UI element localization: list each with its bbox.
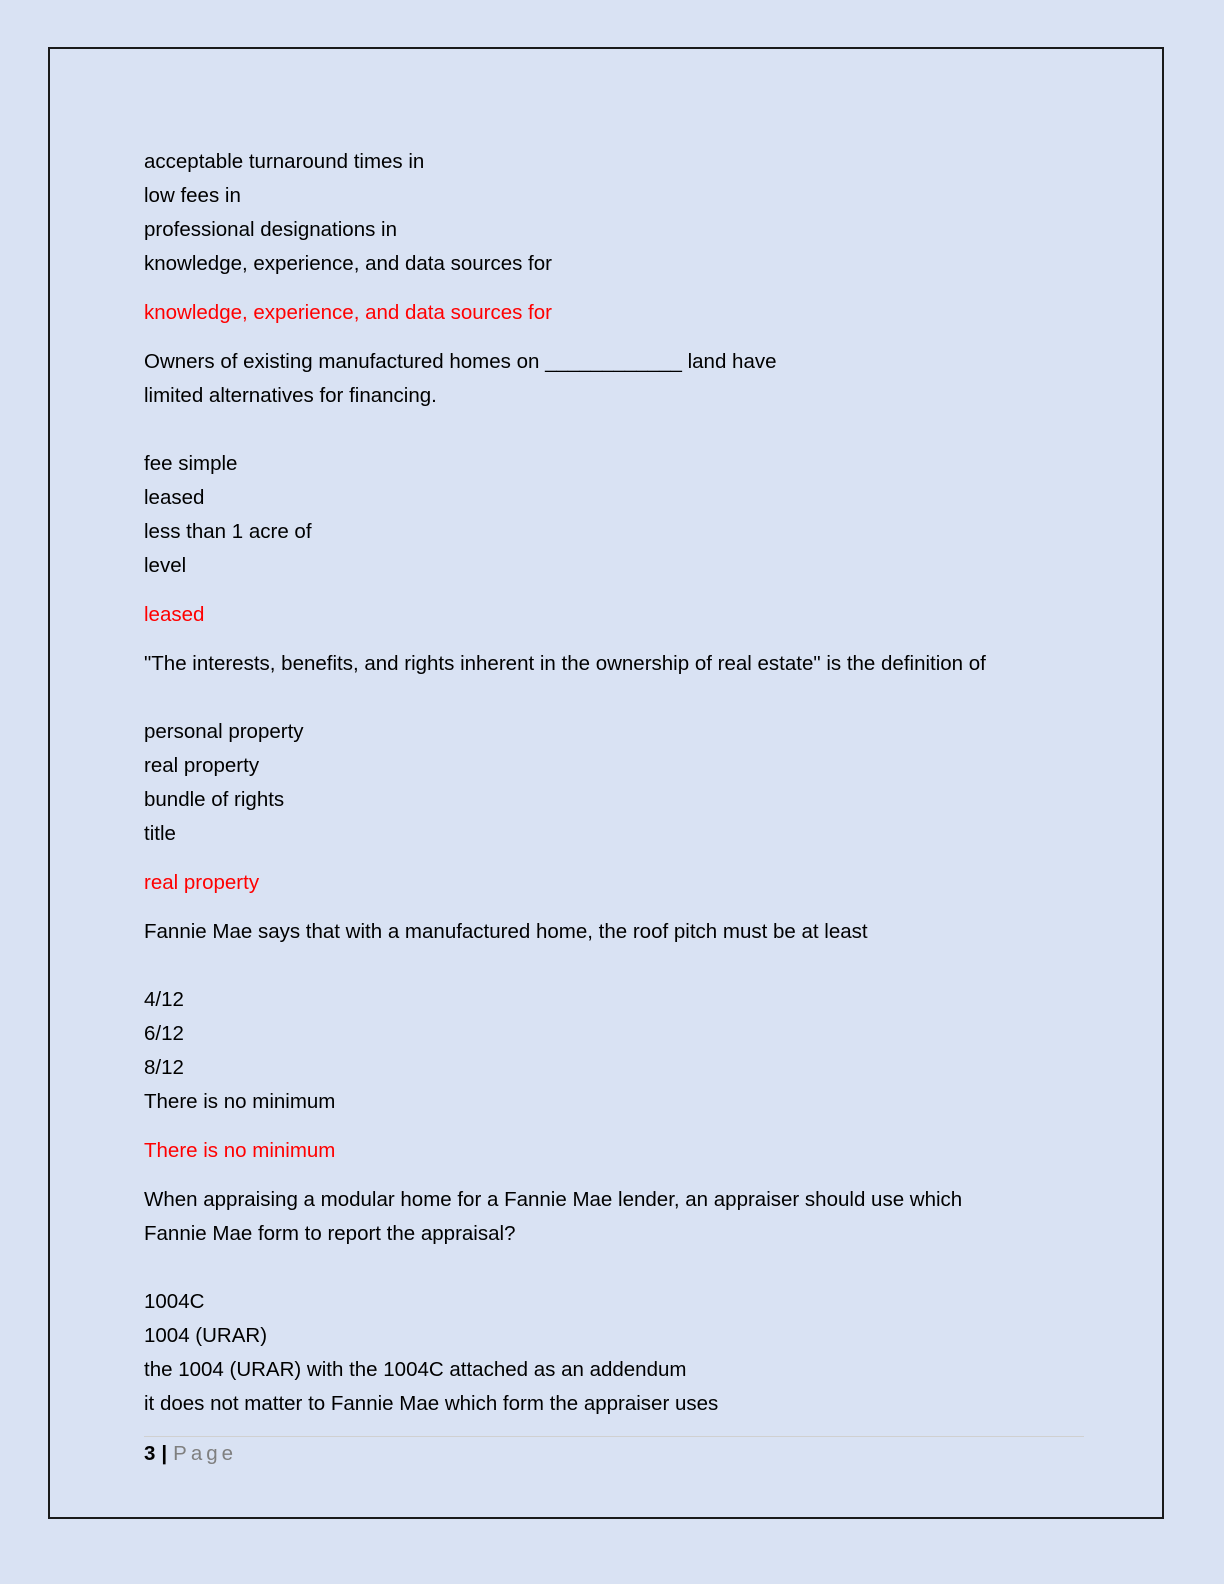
option-item: less than 1 acre of [144, 520, 312, 543]
option-item: 1004C [144, 1290, 205, 1313]
option-item: bundle of rights [144, 788, 285, 811]
option-item: 4/12 [144, 988, 184, 1011]
option-item: title [144, 822, 176, 845]
option-item: level [144, 554, 187, 577]
page-footer [144, 1440, 237, 1468]
option-item: the 1004 (URAR) with the 1004C attached as an addendum [144, 1358, 687, 1381]
option-item: 6/12 [144, 1022, 184, 1045]
question-block-3 [144, 647, 1084, 900]
answer-text: leased [144, 603, 205, 626]
option-item: 8/12 [144, 1056, 184, 1079]
option-item: 1004 (URAR) [144, 1324, 268, 1347]
question-block-4 [144, 915, 1084, 1168]
option-item: personal property [144, 720, 304, 743]
question-text: Owners of existing manufactured homes on ____________ land have [144, 350, 777, 373]
document-body [144, 145, 1084, 1421]
option-item: acceptable turnaround times in [144, 150, 425, 173]
question-text: limited alternatives for financing. [144, 384, 437, 407]
option-item: fee simple [144, 452, 238, 475]
option-item: leased [144, 486, 205, 509]
answer-text: There is no minimum [144, 1139, 336, 1162]
option-item: real property [144, 754, 260, 777]
option-item: knowledge, experience, and data sources for [144, 252, 552, 275]
page-number: 3 [144, 1442, 156, 1465]
question-block-1 [144, 145, 1084, 330]
option-item: it does not matter to Fannie Mae which form the appraiser uses [144, 1392, 719, 1415]
question-text: When appraising a modular home for a Fannie Mae lender, an appraiser should use which [144, 1188, 963, 1211]
answer-text: knowledge, experience, and data sources for [144, 301, 552, 324]
footer-separator: | [161, 1442, 168, 1465]
answer-text: real property [144, 871, 260, 894]
page-label: Page [173, 1442, 238, 1465]
question-text: "The interests, benefits, and rights inherent in the ownership of real estate" is the definition of [144, 652, 986, 675]
option-item: low fees in [144, 184, 241, 207]
option-item: There is no minimum [144, 1090, 336, 1113]
question-block-5 [144, 1183, 1084, 1421]
option-item: professional designations in [144, 218, 397, 241]
footer-divider [144, 1436, 1084, 1437]
question-text: Fannie Mae says that with a manufactured home, the roof pitch must be at least [144, 920, 868, 943]
question-block-2 [144, 345, 1084, 632]
question-text: Fannie Mae form to report the appraisal? [144, 1222, 516, 1245]
